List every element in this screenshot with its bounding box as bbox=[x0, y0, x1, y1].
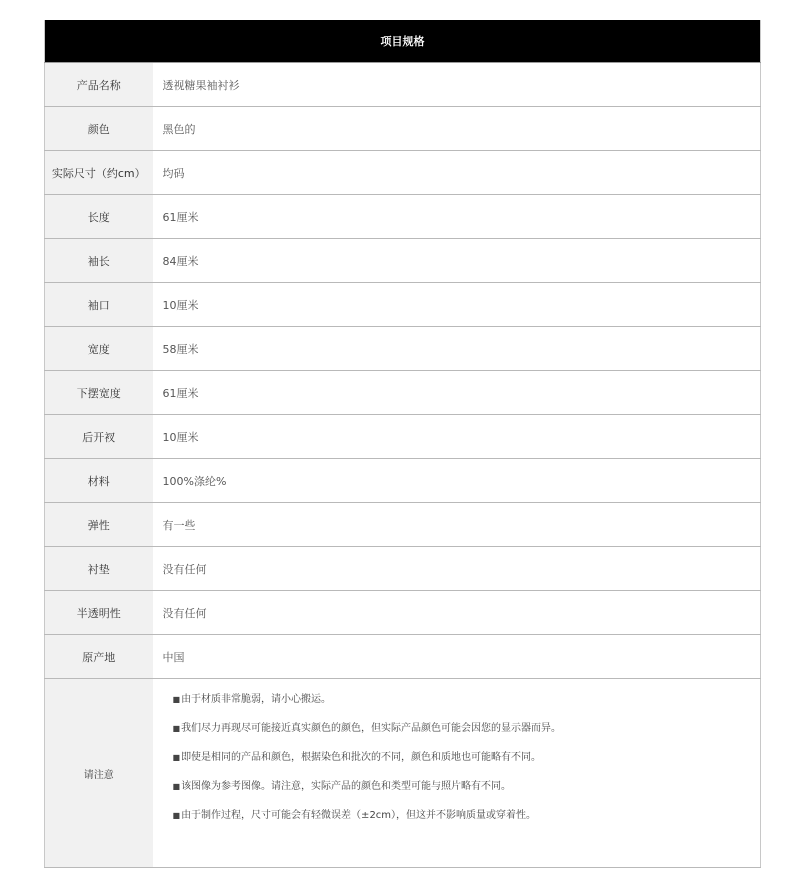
spec-value: 84厘米 bbox=[153, 239, 761, 283]
spec-value: 61厘米 bbox=[153, 195, 761, 239]
spec-label: 弹性 bbox=[45, 503, 153, 547]
note-item bbox=[173, 780, 761, 809]
note-item bbox=[173, 722, 761, 751]
notes-label: 请注意 bbox=[45, 679, 153, 868]
spec-label: 半透明性 bbox=[45, 591, 153, 635]
note-text: 该图像为参考图像。请注意，实际产品的颜色和类型可能与照片略有不同。 bbox=[181, 781, 512, 792]
spec-row-origin bbox=[45, 635, 761, 679]
spec-value: 中国 bbox=[153, 635, 761, 679]
spec-row-width bbox=[45, 327, 761, 371]
bullet-icon: ■ bbox=[172, 782, 181, 791]
spec-label: 原产地 bbox=[45, 635, 153, 679]
spec-row-hem-width bbox=[45, 371, 761, 415]
spec-label: 袖长 bbox=[45, 239, 153, 283]
spec-row-color bbox=[45, 107, 761, 151]
spec-row-actual-size bbox=[45, 151, 761, 195]
spec-value: 61厘米 bbox=[153, 371, 761, 415]
spec-label: 长度 bbox=[45, 195, 153, 239]
spec-row-cuff bbox=[45, 283, 761, 327]
spec-label: 实际尺寸（约cm） bbox=[45, 151, 153, 195]
spec-value: 10厘米 bbox=[153, 283, 761, 327]
bullet-icon: ■ bbox=[172, 811, 181, 820]
spec-label: 材料 bbox=[45, 459, 153, 503]
note-text: 由于制作过程，尺寸可能会有轻微误差（±2cm），但这并不影响质量或穿着性。 bbox=[181, 810, 537, 821]
spec-label: 颜色 bbox=[45, 107, 153, 151]
spec-row-sleeve-length bbox=[45, 239, 761, 283]
spec-value: 黑色的 bbox=[153, 107, 761, 151]
spec-label: 衬垫 bbox=[45, 547, 153, 591]
note-item bbox=[173, 809, 761, 838]
spec-row-product-name bbox=[45, 63, 761, 107]
note-text: 由于材质非常脆弱，请小心搬运。 bbox=[181, 694, 332, 705]
spec-value: 没有任何 bbox=[153, 547, 761, 591]
spec-label: 产品名称 bbox=[45, 63, 153, 107]
note-text: 即使是相同的产品和颜色，根据染色和批次的不同，颜色和质地也可能略有不同。 bbox=[181, 752, 542, 763]
spec-value: 58厘米 bbox=[153, 327, 761, 371]
spec-value: 透视糖果袖衬衫 bbox=[153, 63, 761, 107]
spec-value: 均码 bbox=[153, 151, 761, 195]
notes-content bbox=[153, 679, 761, 868]
spec-value: 100%涤纶% bbox=[153, 459, 761, 503]
spec-label: 后开衩 bbox=[45, 415, 153, 459]
spec-row-translucency bbox=[45, 591, 761, 635]
notes-list bbox=[153, 679, 761, 838]
spec-value: 10厘米 bbox=[153, 415, 761, 459]
spec-row-elasticity bbox=[45, 503, 761, 547]
spec-value: 没有任何 bbox=[153, 591, 761, 635]
bullet-icon: ■ bbox=[172, 753, 181, 762]
spec-row-back-slit bbox=[45, 415, 761, 459]
spec-label: 宽度 bbox=[45, 327, 153, 371]
note-item bbox=[173, 693, 761, 722]
note-text: 我们尽力再现尽可能接近真实颜色的颜色，但实际产品颜色可能会因您的显示器而异。 bbox=[181, 723, 562, 734]
spec-value: 有一些 bbox=[153, 503, 761, 547]
note-item bbox=[173, 751, 761, 780]
spec-row-notes bbox=[45, 679, 761, 868]
spec-row-length bbox=[45, 195, 761, 239]
spec-row-lining bbox=[45, 547, 761, 591]
spec-table-header: 项目规格 bbox=[45, 20, 761, 63]
spec-label: 袖口 bbox=[45, 283, 153, 327]
spec-label: 下摆宽度 bbox=[45, 371, 153, 415]
spec-row-material bbox=[45, 459, 761, 503]
product-spec-table bbox=[44, 20, 761, 868]
bullet-icon: ■ bbox=[172, 724, 181, 733]
bullet-icon: ■ bbox=[172, 695, 181, 704]
